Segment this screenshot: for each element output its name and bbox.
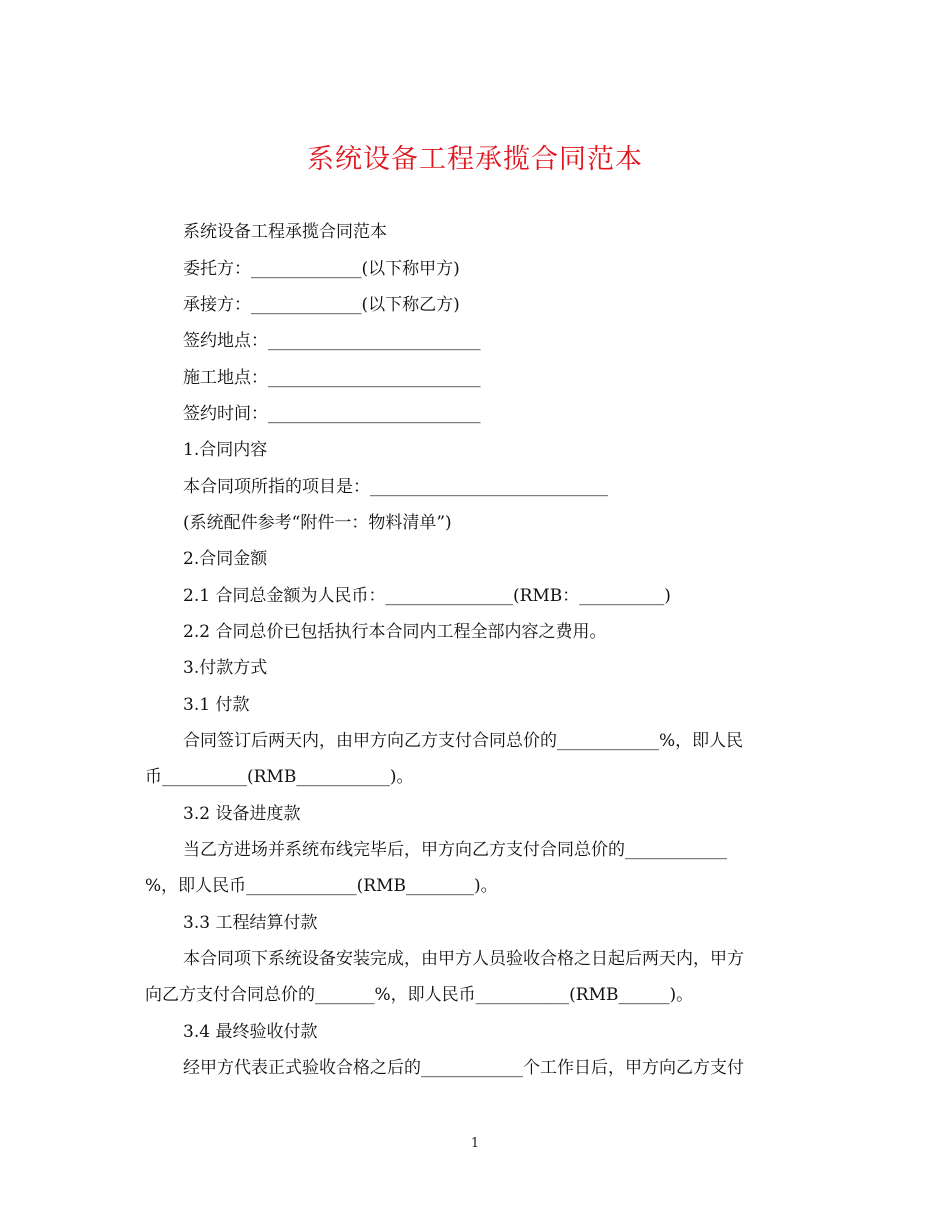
text-line: 当乙方进场并系统布线完毕后，甲方向乙方支付合同总价的____________ xyxy=(183,840,727,860)
subsection-heading: 3.4 最终验收付款 xyxy=(183,1022,318,1042)
section-heading: 3.付款方式 xyxy=(183,658,268,678)
text-line: 币__________(RMB___________)。 xyxy=(145,767,414,787)
text-line: 本合同项下系统设备安装完成，由甲方人员验收合格之日起后两天内，甲方 xyxy=(183,949,744,969)
subsection-heading: 3.3 工程结算付款 xyxy=(183,913,318,933)
subsection-heading: 3.1 付款 xyxy=(183,695,250,715)
text-line: 委托方：_____________(以下称甲方) xyxy=(183,259,460,279)
text-line: 经甲方代表正式验收合格之后的____________个工作日后，甲方向乙方支付 xyxy=(183,1058,744,1078)
text-line: 签约时间：_________________________ xyxy=(183,404,481,424)
text-line: 合同签订后两天内，由甲方向乙方支付合同总价的____________%，即人民 xyxy=(183,731,744,751)
subsection-heading: 3.2 设备进度款 xyxy=(183,804,301,824)
text-line: 系统设备工程承揽合同范本 xyxy=(183,222,387,242)
text-line: %，即人民币_____________(RMB________)。 xyxy=(145,876,498,896)
document-title: 系统设备工程承揽合同范本 xyxy=(307,144,643,175)
section-heading: 2.合同金额 xyxy=(183,549,268,569)
text-line: 承接方：_____________(以下称乙方) xyxy=(183,295,460,315)
text-line: 向乙方支付合同总价的_______%，即人民币___________(RMB______)。 xyxy=(145,985,694,1005)
text-line: 本合同项所指的项目是：____________________________ xyxy=(183,477,608,497)
text-line: 2.1 合同总金额为人民币：_______________(RMB：__________) xyxy=(183,586,671,606)
text-line: 施工地点：_________________________ xyxy=(183,368,481,388)
section-heading: 1.合同内容 xyxy=(183,440,268,460)
text-line: (系统配件参考“附件一：物料清单”) xyxy=(183,513,452,533)
text-line: 2.2 合同总价已包括执行本合同内工程全部内容之费用。 xyxy=(183,622,607,642)
text-line: 签约地点：_________________________ xyxy=(183,331,481,351)
page-number: 1 xyxy=(470,1136,480,1151)
